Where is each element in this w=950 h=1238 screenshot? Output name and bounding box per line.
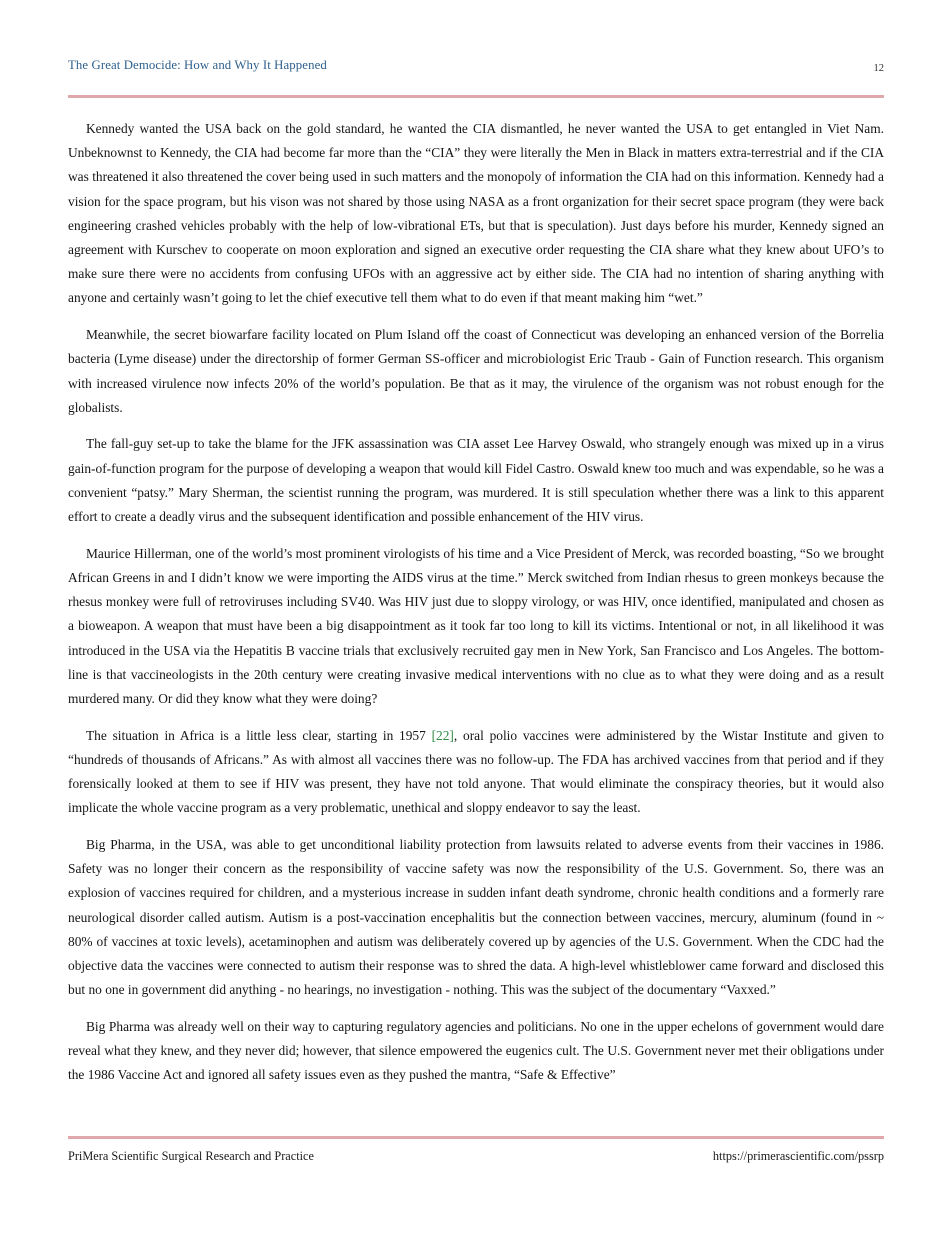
article-body	[68, 117, 884, 1088]
running-head-title: The Great Democide: How and Why It Happened	[68, 58, 327, 72]
running-head	[68, 57, 884, 85]
para-kennedy: Kennedy wanted the USA back on the gold standard, he wanted the CIA dismantled, he never wanted the USA to get entangled in Viet Nam. Unbeknownst to Kennedy, the CIA had become far more than the “CIA” they were literally the Men in Black in matters extra-terrestrial and if the CIA was threatened it also threatened the cover being used in such matters and the monopoly of information the CIA had on this information. Kennedy had a vision for the space program, but his vison was not shared by those using NASA as a front organization for their secret space program (they were back engineering crashed vehicles probably with the help of low-vibrational ETs, but that is speculation). Just days before his murder, Kennedy signed an agreement with Kurschev to cooperate on moon exploration and signed an executive order requesting the CIA share what they knew about UFO’s to make sure there were no accidents from confusing UFOs with an aggressive act by either side. The CIA had no intention of sharing anything with anyone and certainly wasn’t going to let the chief executive tell them what to do even if that meant making him “wet.”	[68, 121, 884, 306]
footer-journal-name: PriMera Scientific Surgical Research and Practice	[68, 1149, 314, 1163]
citation-link[interactable]: [22]	[431, 727, 454, 743]
page-content	[68, 0, 884, 1088]
para-big-pharma-liability: Big Pharma, in the USA, was able to get unconditional liability protection from lawsuits related to adverse events from their vaccines in 1986. Safety was no longer their concern as the responsibility of vaccine safety was now the responsibility of the U.S. Government. So, there was an explosion of vaccines required for children, and a mysterious increase in sudden infant death syndrome, chronic health conditions and a formerly rare neurological disorder called autism. Autism is a post-vaccination encephalitis but the connection between vaccines, mercury, aluminum (found in ~ 80% of vaccines at toxic levels), acetaminophen and autism was deliberately covered up by agencies of the U.S. Government. When the CDC had the objective data the vaccines were connected to autism their response was to shred the data. A high-level whistleblower came forward and disclosed this but no one in government did anything - no hearings, no investigation - nothing. This was the subject of the documentary “Vaxxed.”	[68, 836, 884, 998]
para-hillerman: Maurice Hillerman, one of the world’s most prominent virologists of his time and a Vice President of Merck, was recorded boasting, “So we brought African Greens in and I didn’t know we were importing the AIDS virus at the time.” Merck switched from Indian rhesus to green monkeys because the rhesus monkey were full of retroviruses including SV40. Was HIV just due to sloppy virology, or was HIV, once identified, manipulated and chosen as a bioweapon. A weapon that must have been a big disappointment as it took far too long to kill its victims. Intentional or not, in all likelihood it was introduced in the USA via the Hepatitis B vaccine trials that exclusively recruited gay men in New York, San Francisco and Los Angeles. The bottom-line is that vaccineologists in the 20th century were creating invasive medical interventions with no clue as to what they were doing and as a result murdered many. Or did they know what they were doing?	[68, 545, 884, 706]
para-oswald: The fall-guy set-up to take the blame for the JFK assassination was CIA asset Lee Harvey Oswald, who strangely enough was mixed up in a virus gain-of-function program for the purpose of developing a weapon that would kill Fidel Castro. Oswald knew too much and was expendable, so he was a convenient “patsy.” Mary Sherman, the scientist running the program, was murdered. It is still speculation whether there was a link to this apparent effort to create a deadly virus and the subsequent identification and possible enhancement of the HIV virus.	[68, 436, 884, 525]
page-footer	[68, 1136, 884, 1166]
footer-row	[68, 1148, 884, 1166]
footer-divider-rule	[68, 1136, 884, 1139]
page-number: 12	[873, 63, 884, 74]
para-africa: The situation in Africa is a little less clear, starting in 1957 [22], oral polio vaccines were administered by the Wistar Institute and given to “hundreds of thousands of Africans.” As with almost all vaccines there was no follow-up. The FDA has archived vaccines from that period and if they forensically looked at them to see if HIV was present, they have not told anyone. That would eliminate the conspiracy theories, but it would also implicate the whole vaccine program as a very problematic, unethical and sloppy endeavor to say the least.	[68, 727, 884, 816]
header-divider-rule	[68, 95, 884, 98]
footer-journal-url[interactable]: https://primerascientific.com/pssrp	[712, 1149, 884, 1163]
para-plum-island: Meanwhile, the secret biowarfare facility located on Plum Island off the coast of Connecticut was developing an enhanced version of the Borrelia bacteria (Lyme disease) under the directorship of former German SS-officer and microbiologist Eric Traub - Gain of Function research. This organism with increased virulence now infects 20% of the world’s population. Be that as it may, the virulence of the organism was not robust enough for the globalists.	[68, 327, 884, 415]
para-big-pharma-capture: Big Pharma was already well on their way to capturing regulatory agencies and politicians. No one in the upper echelons of government would dare reveal what they knew, and they never did; however, that silence empowered the eugenics cult. The U.S. Government never met their obligations under the 1986 Vaccine Act and ignored all safety issues even as they pushed the mantra, “Safe & Effective”	[68, 1018, 884, 1083]
